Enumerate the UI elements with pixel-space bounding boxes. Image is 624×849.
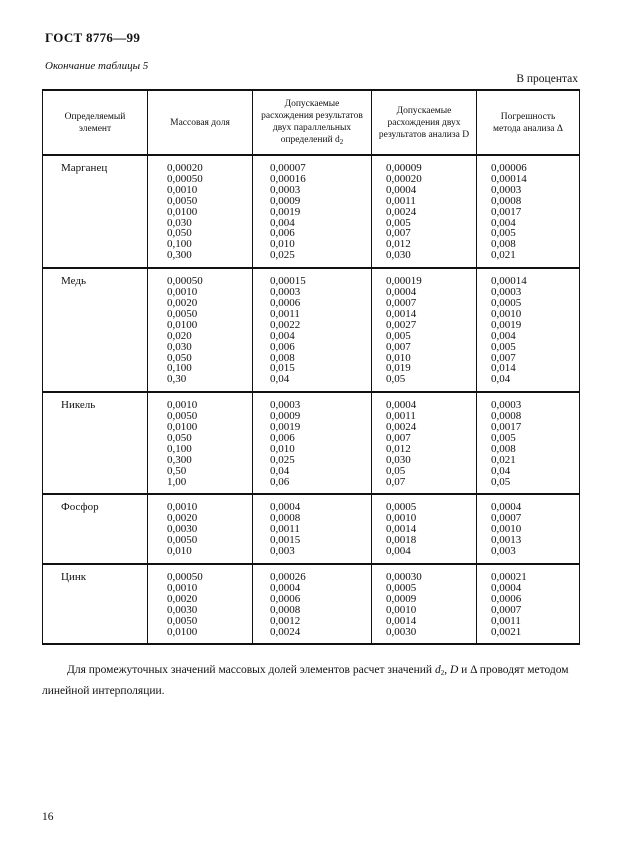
delta-value: 0,0004 [491,581,522,594]
delta-value-cell [477,155,580,268]
delta-value: 0,00006 [491,162,527,174]
d2-value: 0,00015 [270,275,306,288]
D-value: 0,0030 [386,625,417,638]
mass-fraction: 0,00050 [167,275,203,288]
mass-fraction: 0,0050 [167,410,198,423]
element-name-cell: Марганец [43,155,148,268]
note-d-subscript: 2 [440,669,445,677]
delta-value: 0,0007 [491,603,522,616]
D-value: 0,007 [386,227,411,240]
D-value: 0,0005 [386,581,417,594]
d2-value: 0,008 [270,351,295,364]
mass-fraction: 0,0010 [167,286,198,299]
d2-value: 0,00026 [270,571,306,583]
D-value: 0,030 [386,453,411,466]
table-row [43,564,580,644]
D-value: 0,00030 [386,571,422,583]
delta-value: 0,004 [491,329,516,342]
delta-value: 0,005 [491,431,516,444]
D-value: 0,05 [386,464,406,477]
delta-value: 0,008 [491,238,516,251]
d2-value: 0,04 [270,464,290,477]
mass-fraction: 0,0050 [167,534,198,547]
mass-fraction: 0,50 [167,464,187,477]
mass-fraction: 0,0030 [167,523,198,536]
mass-fraction: 0,0100 [167,625,198,638]
units-note: В процентах [516,73,578,85]
D-value: 0,0004 [386,399,417,412]
D-value: 0,030 [386,249,411,262]
d2-value: 0,0015 [270,534,301,547]
D-value: 0,0018 [386,534,417,547]
delta-value: 0,003 [491,545,516,558]
delta-value: 0,021 [491,453,516,466]
D-value: 0,0014 [386,614,417,627]
element-name-cell: Никель [43,392,148,494]
d2-value: 0,0006 [270,592,301,605]
D-value: 0,005 [386,216,411,229]
delta-value: 0,0003 [491,399,522,412]
d2-value: 0,00016 [270,172,306,185]
note-text-3: и Δ проводят методом линейной интерполяции. [42,664,569,697]
delta-value: 0,0021 [491,625,522,638]
delta-value: 0,0019 [491,318,522,331]
d2-value: 0,04 [270,373,290,386]
D-value-cell [372,564,477,644]
D-value: 0,0011 [386,410,416,423]
header-d2-text: Допускаемые расхождения результатов двух параллельных определений d [261,98,363,145]
header-d2 [253,90,372,155]
d2-value: 0,006 [270,431,295,444]
d2-value: 0,004 [270,329,295,342]
delta-value: 0,0003 [491,286,522,299]
mass-fraction: 0,050 [167,227,192,240]
mass-fraction: 0,0020 [167,512,198,525]
mass-fraction: 0,0020 [167,296,198,309]
footnote-paragraph [42,661,582,700]
table-body [43,155,580,644]
d2-value: 0,025 [270,249,295,262]
mass-fraction: 0,300 [167,453,192,466]
delta-value: 0,00021 [491,571,527,583]
table-row [43,392,580,494]
d2-value: 0,0019 [270,205,301,218]
D-value-cell [372,392,477,494]
D-value: 0,0024 [386,205,417,218]
d2-value: 0,003 [270,545,295,558]
delta-value: 0,005 [491,227,516,240]
delta-value: 0,0010 [491,307,522,320]
delta-value: 0,021 [491,249,516,262]
D-value: 0,0011 [386,194,416,207]
d2-value: 0,025 [270,453,295,466]
delta-value: 0,0006 [491,592,522,605]
page-number: 16 [42,811,54,823]
mass-fraction: 0,00050 [167,571,203,583]
D-value: 0,07 [386,475,406,488]
mass-fraction-cell [148,392,253,494]
D-value: 0,0014 [386,307,417,320]
D-value: 0,0027 [386,318,417,331]
d2-value: 0,0006 [270,296,301,309]
d2-value-cell [253,494,372,564]
D-value: 0,0005 [386,501,417,514]
mass-fraction: 0,0020 [167,592,198,605]
mass-fraction: 0,300 [167,249,192,262]
note-text-1: Для промежуточных значений массовых долей элементов расчет значений [67,664,435,676]
d2-value: 0,0004 [270,501,301,514]
d2-value: 0,0003 [270,399,301,412]
header-element: Определяемый элемент [43,90,148,155]
element-name-cell: Цинк [43,564,148,644]
delta-value: 0,0010 [491,523,522,536]
d2-value: 0,0003 [270,183,301,196]
mass-fraction: 0,0010 [167,501,198,514]
D-value: 0,0024 [386,421,417,434]
d2-value: 0,0009 [270,410,301,423]
delta-value: 0,007 [491,351,516,364]
mass-fraction: 0,100 [167,238,192,251]
d2-value: 0,0012 [270,614,301,627]
delta-value: 0,0007 [491,512,522,525]
mass-fraction: 0,00020 [167,162,203,174]
D-value-cell [372,268,477,392]
d2-value: 0,0009 [270,194,301,207]
D-value: 0,0004 [386,286,417,299]
mass-fraction: 0,0010 [167,399,198,412]
mass-fraction: 0,100 [167,362,192,375]
mass-fraction: 0,100 [167,442,192,455]
table-row [43,268,580,392]
D-value: 0,0014 [386,523,417,536]
note-text-2: , [444,664,450,676]
d2-value: 0,004 [270,216,295,229]
delta-value: 0,0013 [491,534,522,547]
d2-value-cell [253,155,372,268]
D-value: 0,012 [386,442,411,455]
delta-value: 0,0005 [491,296,522,309]
mass-fraction: 0,0100 [167,205,198,218]
d2-value-cell [253,268,372,392]
mass-fraction-cell [148,155,253,268]
delta-value: 0,0003 [491,183,522,196]
delta-value: 0,008 [491,442,516,455]
mass-fraction: 0,0010 [167,581,198,594]
delta-value: 0,0017 [491,421,522,434]
D-value: 0,0004 [386,183,417,196]
d2-value: 0,0008 [270,603,301,616]
d2-value: 0,010 [270,442,295,455]
mass-fraction: 0,050 [167,431,192,444]
mass-fraction: 0,010 [167,545,192,558]
D-value: 0,0010 [386,512,417,525]
D-value: 0,0007 [386,296,417,309]
header-delta: Погрешность метода анализа Δ [477,90,580,155]
D-value: 0,00019 [386,275,422,288]
d2-value: 0,006 [270,227,295,240]
delta-value: 0,05 [491,475,511,488]
mass-fraction-cell [148,564,253,644]
d2-value: 0,010 [270,238,295,251]
header-mass: Массовая доля [148,90,253,155]
D-value-cell [372,494,477,564]
table-header-row [43,90,580,155]
delta-value-cell [477,494,580,564]
D-value: 0,00009 [386,162,422,174]
d2-value-cell [253,564,372,644]
delta-value: 0,014 [491,362,516,375]
mass-fraction: 0,0100 [167,421,198,434]
mass-fraction: 1,00 [167,475,187,488]
mass-fraction: 0,0100 [167,318,198,331]
note-D: D [449,664,459,676]
mass-fraction-cell [148,268,253,392]
delta-value: 0,0017 [491,205,522,218]
d2-value: 0,0024 [270,625,301,638]
header-d2-subscript: 2 [339,137,344,146]
table-row [43,494,580,564]
D-value: 0,00020 [386,172,422,185]
mass-fraction: 0,030 [167,216,192,229]
d2-value: 0,0004 [270,581,301,594]
D-value: 0,004 [386,545,411,558]
D-value: 0,05 [386,373,406,386]
mass-fraction-cell [148,494,253,564]
D-value-cell [372,155,477,268]
d2-value: 0,00007 [270,162,306,174]
d2-value: 0,0019 [270,421,301,434]
mass-fraction: 0,030 [167,340,192,353]
mass-fraction: 0,00050 [167,172,203,185]
note-d: d [434,664,441,676]
D-value: 0,012 [386,238,411,251]
mass-fraction: 0,020 [167,329,192,342]
element-name-cell: Медь [43,268,148,392]
delta-value: 0,0008 [491,194,522,207]
d2-value: 0,0008 [270,512,301,525]
delta-value: 0,04 [491,373,511,386]
header-D: Допускаемые расхождения двух результатов анализа D [372,90,477,155]
mass-fraction: 0,0050 [167,307,198,320]
mass-fraction: 0,050 [167,351,192,364]
d2-value: 0,0011 [270,307,300,320]
delta-value: 0,00014 [491,275,527,288]
delta-value-cell [477,392,580,494]
D-value: 0,007 [386,431,411,444]
D-value: 0,005 [386,329,411,342]
delta-value-cell [477,268,580,392]
mass-fraction: 0,0050 [167,194,198,207]
D-value: 0,010 [386,351,411,364]
table-row [43,155,580,268]
mass-fraction: 0,30 [167,373,187,386]
delta-value: 0,00014 [491,172,527,185]
element-name-cell: Фосфор [43,494,148,564]
delta-value: 0,0004 [491,501,522,514]
d2-value: 0,0022 [270,318,301,331]
d2-value-cell [253,392,372,494]
document-standard-header: ГОСТ 8776—99 [45,30,141,45]
D-value: 0,0009 [386,592,417,605]
delta-value-cell [477,564,580,644]
d2-value: 0,006 [270,340,295,353]
D-value: 0,019 [386,362,411,375]
table-caption: Окончание таблицы 5 [45,60,149,72]
mass-fraction: 0,0050 [167,614,198,627]
data-table [42,89,580,645]
delta-value: 0,0011 [491,614,521,627]
d2-value: 0,0011 [270,523,300,536]
D-value: 0,007 [386,340,411,353]
d2-value: 0,015 [270,362,295,375]
delta-value: 0,004 [491,216,516,229]
delta-value: 0,04 [491,464,511,477]
d2-value: 0,0003 [270,286,301,299]
mass-fraction: 0,0030 [167,603,198,616]
D-value: 0,0010 [386,603,417,616]
mass-fraction: 0,0010 [167,183,198,196]
delta-value: 0,005 [491,340,516,353]
d2-value: 0,06 [270,475,290,488]
delta-value: 0,0008 [491,410,522,423]
